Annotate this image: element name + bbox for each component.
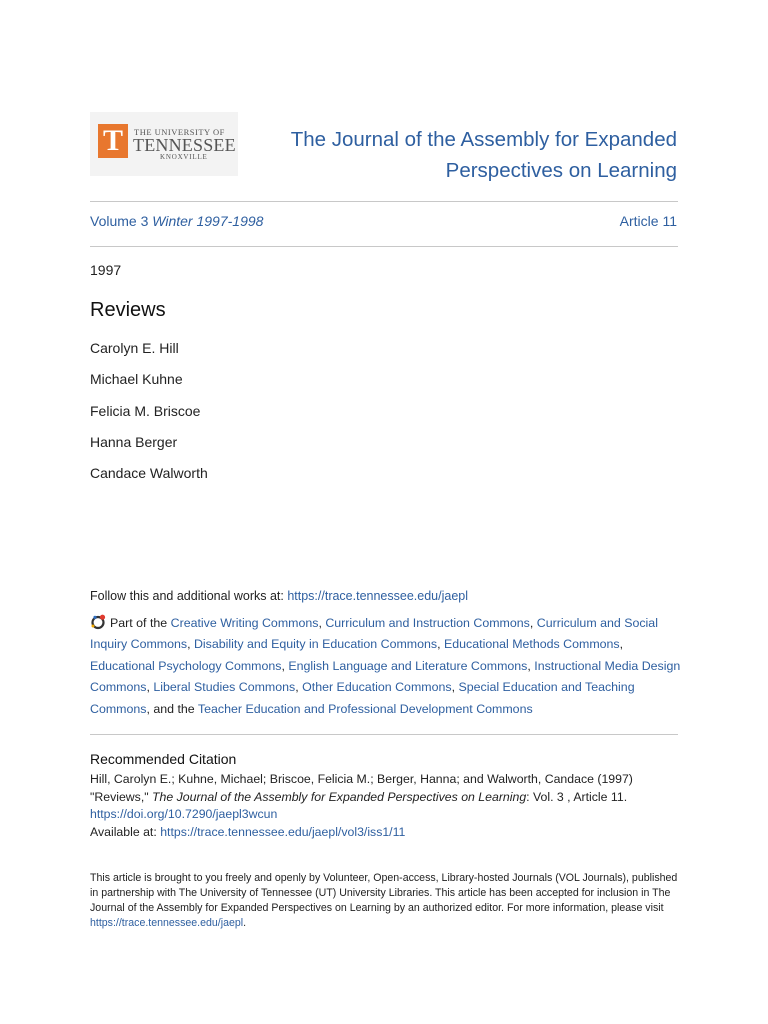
logo-line-1: THE UNIVERSITY OF — [134, 127, 225, 137]
author-item: Carolyn E. Hill — [90, 340, 179, 356]
logo-line-3: KNOXVILLE — [160, 153, 208, 161]
follow-link[interactable]: https://trace.tennessee.edu/jaepl — [287, 589, 469, 603]
divider-top — [90, 201, 678, 202]
author-item: Michael Kuhne — [90, 371, 183, 388]
publication-year: 1997 — [90, 262, 122, 278]
commons-link[interactable]: Curriculum and Social Inquiry Commons — [90, 616, 658, 652]
commons-prefix: Part of the — [110, 616, 171, 630]
footer-text: This article is brought to you freely and openly by Volunteer, Open-access, Library-hosted Journals (VOL Journals), published in partnership with The University of Tennessee (UT) University Libraries. This article has been accepted for inclusion in The Journal of the Assembly for Expanded Perspectives on Learning by an authorized editor. For more information, please visit — [90, 872, 678, 914]
commons-link[interactable]: Liberal Studies Commons — [153, 680, 296, 695]
divider-citation — [90, 734, 678, 735]
issue-label[interactable]: Winter 1997-1998 — [152, 213, 264, 229]
footer-end: . — [243, 916, 247, 929]
citation-title: "Reviews," — [90, 789, 153, 804]
university-logo[interactable] — [90, 112, 238, 176]
citation-authors: Hill, Carolyn E.; Kuhne, Michael; Briscoe, Felicia M.; Berger, Hanna; and Walworth, Candace (1997) — [90, 772, 633, 786]
citation-journal: The Journal of the Assembly for Expanded Perspectives on Learning — [152, 789, 527, 804]
commons-link[interactable]: Curriculum and Instruction Commons — [325, 616, 530, 630]
article-title: Reviews — [90, 299, 166, 321]
footer-notice — [90, 871, 680, 931]
volume-label[interactable]: Volume 3 — [90, 213, 149, 229]
follow-text: Follow this and additional works at: — [90, 589, 288, 603]
citation-available — [90, 824, 690, 842]
logo-letter: T — [102, 124, 123, 157]
follow-line — [90, 589, 468, 603]
commons-paragraph: Part of the Creative Writing Commons, Curriculum and Instruction Commons, Curriculum and Social Inquiry Commons, Disability and Equity in Education Commons, Educational Methods Commons, Educational Psychology Commons, English Language and Literature Commons, Instructional Media Design Commons, Liberal Studies Commons, Other Education Commons, Special Education and Teaching Commons, and the Teacher Education and Professional Development Commons — [90, 616, 681, 716]
commons-link[interactable]: Educational Methods Commons — [444, 637, 620, 652]
author-item: Felicia M. Briscoe — [90, 402, 201, 419]
commons-link-last[interactable]: Teacher Education and Professional Development Commons — [197, 701, 533, 716]
commons-link[interactable]: Special Education and Teaching Commons — [90, 680, 635, 716]
commons-link[interactable]: English Language and Literature Commons — [288, 658, 528, 673]
divider-volume — [90, 246, 678, 247]
network-commons-icon — [90, 614, 106, 630]
commons-link[interactable]: Instructional Media Design Commons — [90, 658, 681, 695]
journal-title-line-2[interactable]: Perspectives on Learning — [445, 159, 677, 182]
author-list — [90, 340, 208, 496]
citation-doi-link[interactable]: https://doi.org/10.7290/jaepl3wcun — [90, 807, 278, 821]
citation-body — [90, 771, 690, 841]
commons-link[interactable]: Disability and Equity in Education Commons — [193, 637, 438, 652]
available-label: Available at: — [90, 824, 161, 839]
volume-info[interactable] — [90, 213, 263, 229]
article-number[interactable]: Article 11 — [619, 213, 677, 229]
commons-link[interactable]: Other Education Commons — [302, 680, 452, 695]
citation-volume: : Vol. 3 , Article 11. — [526, 789, 628, 804]
citation-reference — [90, 789, 690, 807]
citation-heading: Recommended Citation — [90, 751, 237, 767]
footer-link[interactable]: https://trace.tennessee.edu/jaepl — [90, 916, 244, 929]
commons-link[interactable]: Creative Writing Commons — [170, 616, 319, 630]
available-link[interactable]: https://trace.tennessee.edu/jaepl/vol3/iss1/11 — [160, 824, 406, 839]
journal-title[interactable] — [257, 124, 677, 186]
commons-and-the: , and the — [146, 701, 198, 716]
journal-title-line-1[interactable]: The Journal of the Assembly for Expanded — [290, 128, 677, 151]
author-item: Candace Walworth — [90, 465, 208, 482]
author-item: Hanna Berger — [90, 433, 178, 450]
logo-line-2: TENNESSEE — [133, 135, 236, 155]
commons-link[interactable]: Educational Psychology Commons — [90, 658, 282, 673]
